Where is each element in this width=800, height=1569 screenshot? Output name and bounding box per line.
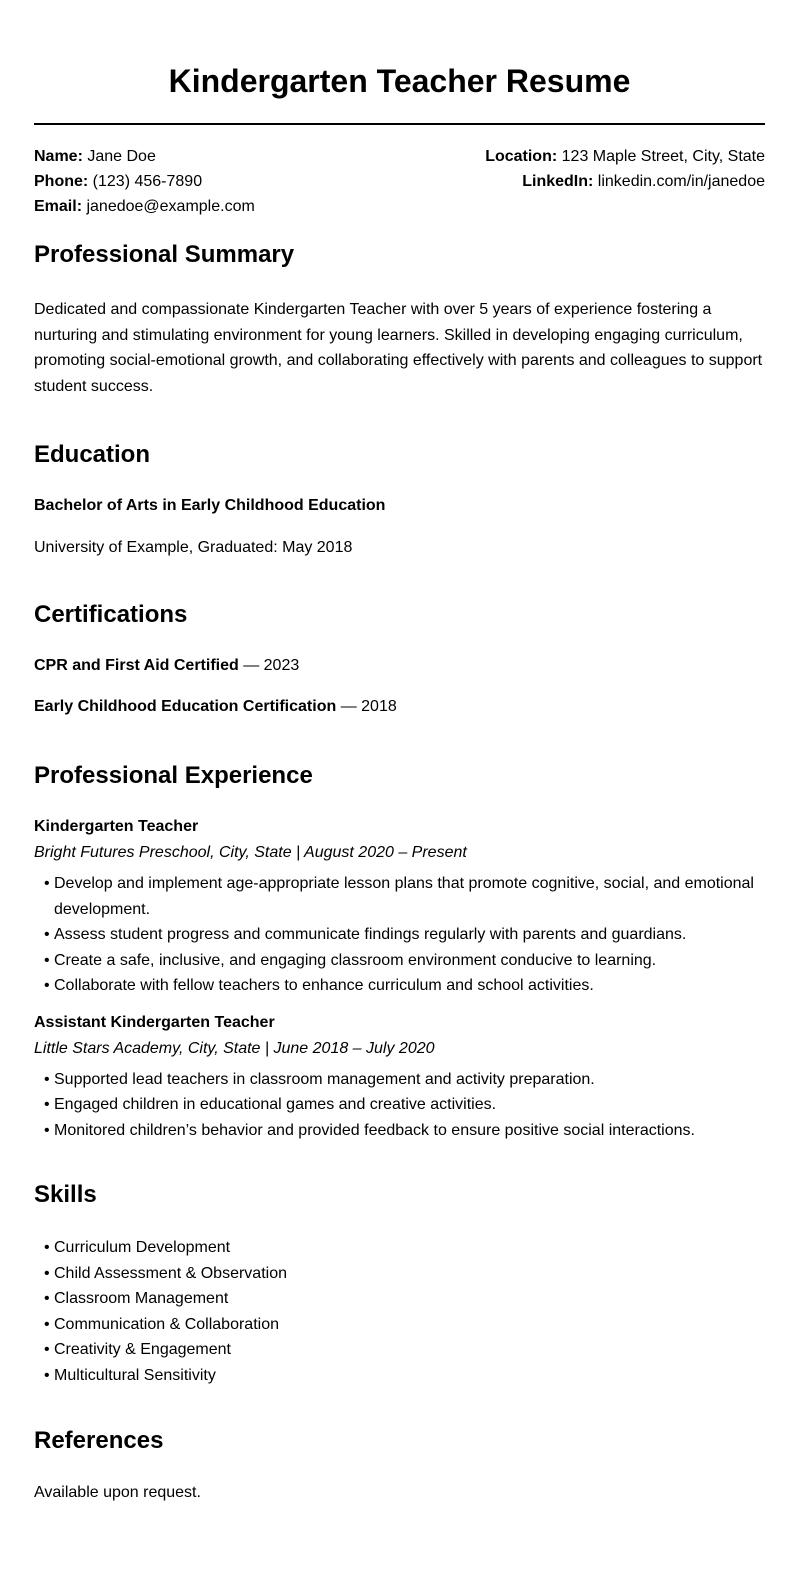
job-title: Assistant Kindergarten Teacher — [34, 1013, 275, 1031]
title-divider — [34, 123, 765, 125]
job-meta: Bright Futures Preschool, City, State | August 2020 – Present — [34, 844, 467, 861]
contact-info — [34, 144, 765, 219]
page-title: Kindergarten Teacher Resume — [168, 63, 631, 99]
list-item: • Multicultural Sensitivity — [34, 1363, 765, 1389]
references-heading: References — [34, 1427, 164, 1454]
contact-location — [485, 144, 765, 169]
job-entry — [34, 817, 765, 999]
job-duties — [34, 1067, 765, 1144]
list-item: • Communication & Collaboration — [34, 1312, 765, 1338]
summary-text: Dedicated and compassionate Kindergarten Teacher with over 5 years of experience fostering a nurturing and stimulating environment for young learners. Skilled in developing engaging curriculum, promoting social-emotional growth, and collaborating effectively with parents and colleagues to support student success. — [34, 301, 763, 395]
references-text: Available upon request. — [34, 1484, 201, 1501]
experience-section — [34, 761, 765, 1143]
contact-right — [485, 144, 765, 219]
list-item: • Assess student progress and communicate findings regularly with parents and guardians. — [34, 922, 765, 948]
list-item: • Develop and implement age-appropriate lesson plans that promote cognitive, social, and emotional development. — [34, 871, 765, 922]
certification-item — [34, 656, 765, 676]
job-title: Kindergarten Teacher — [34, 818, 199, 835]
list-item: • Classroom Management — [34, 1286, 765, 1312]
resume-page — [34, 0, 765, 1503]
degree-title: Bachelor of Arts in Early Childhood Education — [34, 497, 386, 514]
list-item: • Child Assessment & Observation — [34, 1261, 765, 1287]
contact-name — [34, 144, 255, 169]
list-item: • Supported lead teachers in classroom management and activity preparation. — [34, 1067, 765, 1093]
list-item: • Curriculum Development — [34, 1235, 765, 1261]
education-section — [34, 440, 765, 558]
skills-section — [34, 1180, 765, 1388]
contact-left — [34, 144, 255, 219]
list-item: • Engaged children in educational games and creative activities. — [34, 1092, 765, 1118]
name-value: Jane Doe — [87, 148, 156, 165]
contact-linkedin — [485, 169, 765, 194]
phone-value: (123) 456-7890 — [92, 173, 203, 190]
education-details: University of Example, Graduated: May 2018 — [34, 539, 353, 556]
job-duties — [34, 871, 765, 999]
list-item: • Creativity & Engagement — [34, 1337, 765, 1363]
location-value: 123 Maple Street, City, State — [561, 148, 765, 165]
email-value: janedoe@example.com — [86, 198, 255, 215]
skills-heading: Skills — [34, 1181, 97, 1208]
references-section — [34, 1426, 765, 1503]
contact-phone — [34, 169, 255, 194]
certifications-section — [34, 600, 765, 717]
list-item: • Collaborate with fellow teachers to enhance curriculum and school activities. — [34, 973, 765, 999]
skills-list — [34, 1235, 765, 1388]
job-entry — [34, 1013, 765, 1144]
phone-label: Phone: — [34, 173, 89, 190]
summary-heading: Professional Summary — [34, 241, 295, 268]
certifications-heading: Certifications — [34, 601, 188, 628]
education-heading: Education — [34, 441, 151, 468]
linkedin-label: LinkedIn: — [522, 173, 594, 190]
list-item: • Create a safe, inclusive, and engaging classroom environment conducive to learning. — [34, 948, 765, 974]
certification-item — [34, 697, 765, 717]
email-label: Email: — [34, 198, 83, 215]
contact-email — [34, 194, 255, 219]
list-item: • Monitored children’s behavior and provided feedback to ensure positive social interactions. — [34, 1118, 765, 1144]
linkedin-value: linkedin.com/in/janedoe — [597, 173, 765, 190]
experience-heading: Professional Experience — [34, 762, 313, 789]
certification-name: CPR and First Aid Certified — [34, 657, 239, 674]
certification-name: Early Childhood Education Certification — [34, 698, 337, 715]
location-label: Location: — [485, 148, 558, 165]
name-label: Name: — [34, 148, 83, 165]
job-meta: Little Stars Academy, City, State | June 2018 – July 2020 — [34, 1039, 435, 1057]
certification-year: — 2023 — [238, 657, 300, 674]
summary-section — [34, 240, 765, 399]
certification-year: — 2018 — [336, 698, 397, 715]
